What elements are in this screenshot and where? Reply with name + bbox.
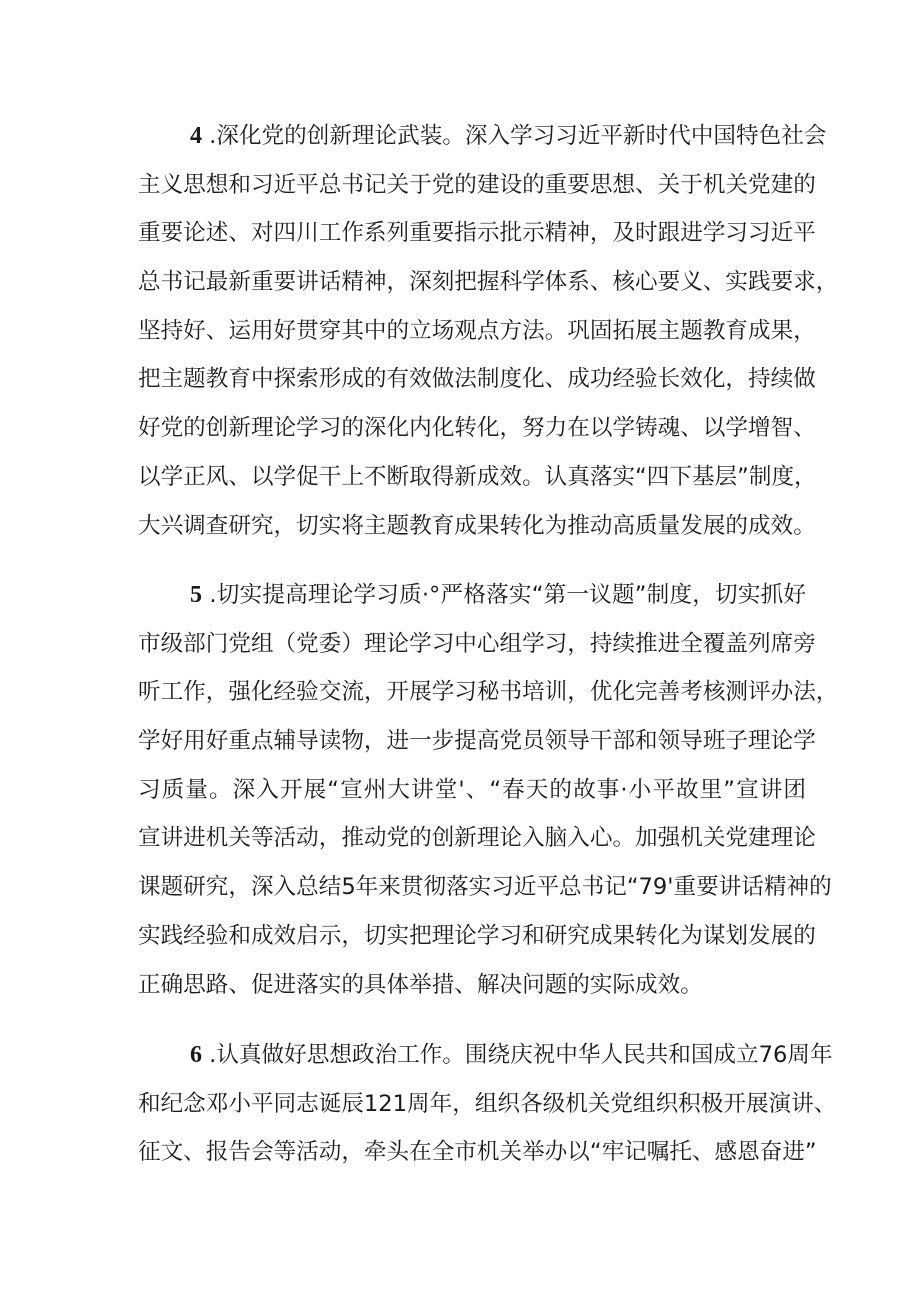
paragraph-line: 主义思想和习近平总书记关于党的建设的重要思想、关于机关党建的	[138, 171, 816, 198]
paragraph-number: 5	[190, 582, 202, 608]
paragraph-number: 6	[190, 1042, 202, 1068]
paragraph-line: 宣讲进机关等活动，推动党的创新理论入脑入心。加强机关党建理论	[138, 825, 816, 852]
paragraph-line: 重要论述、对四川工作系列重要指示批示精神，及时跟进学习习近平	[138, 220, 816, 247]
paragraph-line: 听工作，强化经验交流，开展学习秘书培训，优化完善考核测评办法，	[138, 679, 839, 706]
paragraph-line: 坚持好、运用好贯穿其中的立场观点方法。巩固拓展主题教育成果，	[138, 317, 816, 344]
paragraph-line: 课题研究，深入总结5年来贯彻落实习近平总书记“79'重要讲话精神的	[138, 874, 832, 901]
paragraph-6	[138, 1031, 837, 1177]
paragraph-line: 和纪念邓小平同志诞辰121周年，组织各级机关党组织积极开展演讲、	[138, 1090, 837, 1117]
paragraph-4	[138, 112, 839, 550]
paragraph-line: 5 .切实提高理论学习质·°严格落实“第一议题”制度，切实抓好	[190, 582, 806, 608]
paragraph-line: 大兴调查研究，切实将主题教育成果转化为推动高质量发展的成效。	[138, 512, 816, 539]
paragraph-number: 4	[190, 123, 202, 149]
paragraph-line: 实践经验和成效启示，切实把理论学习和研究成果转化为谋划发展的	[138, 922, 816, 949]
paragraph-line: 4 .深化党的创新理论武装。深入学习习近平新时代中国特色社会	[190, 123, 827, 149]
paragraph-line: 总书记最新重要讲话精神，深刻把握科学体系、核心要义、实践要求，	[138, 269, 839, 296]
paragraph-line: 正确思路、促进落实的具体举措、解决问题的实际成效。	[138, 971, 703, 998]
paragraph-line: 以学正风、以学促干上不断取得新成效。认真落实“四下基层”制度，	[138, 463, 817, 490]
paragraph-line: 把主题教育中探索形成的有效做法制度化、成功经验长效化，持续做	[138, 366, 816, 393]
paragraph-line: 习质量。深入开展“宣州大讲堂'、“春天的故事·小平故里”宣讲团	[138, 776, 806, 803]
paragraph-line: 征文、报告会等活动，牵头在全市机关举办以“牢记嘱托、感恩奋进”	[138, 1139, 817, 1166]
paragraph-line: 好党的创新理论学习的深化内化转化，努力在以学铸魂、以学增智、	[138, 415, 816, 442]
paragraph-line: 学好用好重点辅导读物，进一步提高党员领导干部和领导班子理论学	[138, 728, 816, 755]
paragraph-line: 6 .认真做好思想政治工作。围绕庆祝中华人民共和国成立76周年	[190, 1042, 833, 1068]
paragraph-line: 市级部门党组（党委）理论学习中心组学习，持续推进全覆盖列席旁	[138, 630, 816, 657]
paragraph-5	[138, 571, 839, 1009]
